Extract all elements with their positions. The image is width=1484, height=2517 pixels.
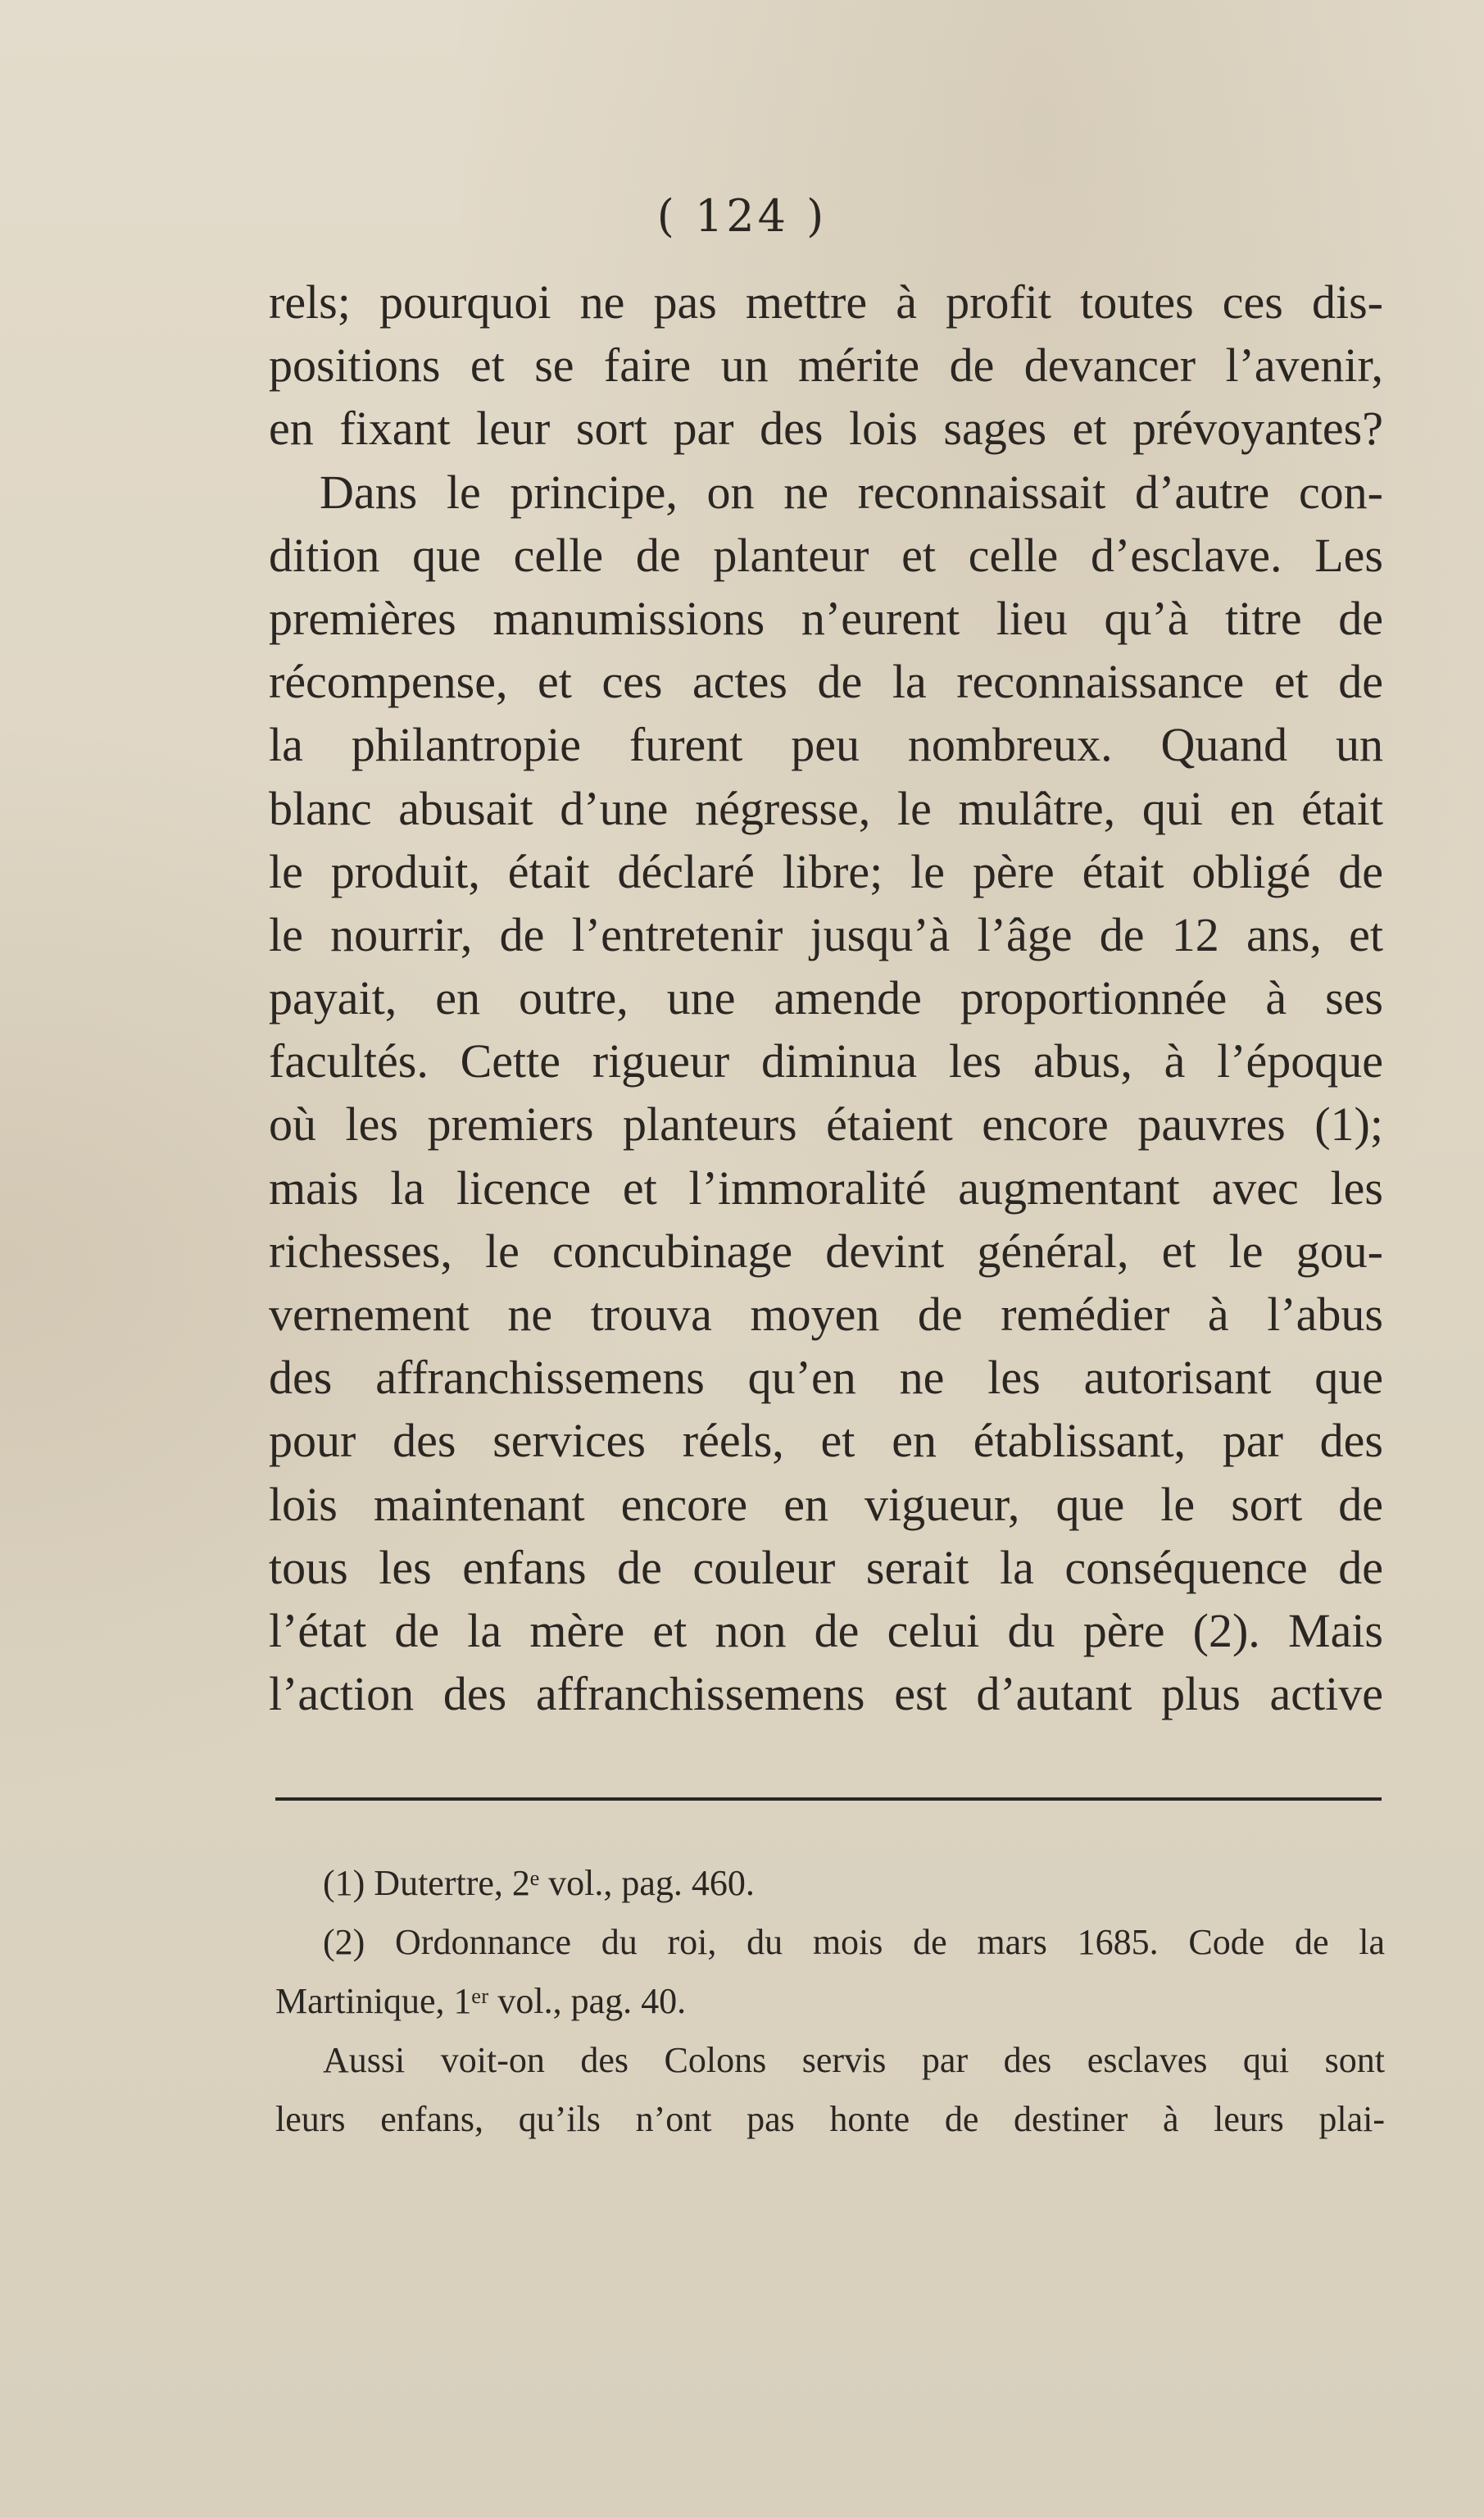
text-line: vernement ne trouva moyen de remédier à l’abus (269, 1288, 1383, 1341)
text-line: récompense, et ces actes de la reconnaissance et de (269, 655, 1383, 709)
footnote-1: (1) Dutertre, 2ᵉ vol., pag. 460. (323, 1863, 755, 1903)
text-line: en fixant leur sort par des lois sages et prévoyantes? (269, 402, 1383, 456)
footnotes (275, 1854, 1385, 2149)
footnote-separator-rule (275, 1797, 1382, 1801)
text-line: la philantropie furent peu nombreux. Quand un (269, 718, 1383, 772)
footnote-2-continued: Martinique, 1ᵉʳ vol., pag. 40. (275, 1981, 687, 2021)
text-line: l’état de la mère et non de celui du père (2). Mais (269, 1603, 1383, 1657)
text-line: blanc abusait d’une négresse, le mulâtre, qui en était (269, 781, 1383, 835)
text-line: mais la licence et l’immoralité augmentant avec les (269, 1161, 1383, 1215)
text-line: rels; pourquoi ne pas mettre à profit toutes ces dis- (269, 275, 1383, 329)
text-line: richesses, le concubinage devint général, et le gou- (269, 1224, 1383, 1278)
text-line: pour des services réels, et en établissant, par des (269, 1414, 1383, 1468)
footnote-2: (2) Ordonnance du roi, du mois de mars 1685. Code de la (323, 1922, 1385, 1962)
text-line: l’action des affranchissemens est d’autant plus active (269, 1667, 1383, 1721)
text-line: le produit, était déclaré libre; le père était obligé de (269, 844, 1383, 898)
footnote-2-note-continued: leurs enfans, qu’ils n’ont pas honte de destiner à leurs plai- (275, 2099, 1385, 2139)
main-text (269, 270, 1383, 1725)
text-line: des affranchissemens qu’en ne les autorisant que (269, 1351, 1383, 1405)
text-line: payait, en outre, une amende proportionnée à ses (269, 971, 1383, 1025)
text-line: positions et se faire un mérite de devancer l’avenir, (269, 338, 1383, 393)
text-line: tous les enfans de couleur serait la conséquence de (269, 1540, 1383, 1594)
footnote-2-note: Aussi voit-on des Colons servis par des esclaves qui sont (323, 2040, 1385, 2080)
text-line: facultés. Cette rigueur diminua les abus, à l’époque (269, 1034, 1383, 1088)
page-number: ( 124 ) (656, 190, 828, 242)
text-line: dition que celle de planteur et celle d’esclave. Les (269, 528, 1383, 582)
text-line: le nourrir, de l’entretenir jusqu’à l’âge de 12 ans, et (269, 907, 1383, 961)
text-line: premières manumissions n’eurent lieu qu’à titre de (269, 591, 1383, 645)
text-line: lois maintenant encore en vigueur, que le sort de (269, 1477, 1383, 1531)
paragraph-start-line: Dans le principe, on ne reconnaissait d’autre con- (320, 465, 1383, 519)
text-line: où les premiers planteurs étaient encore pauvres (1); (269, 1097, 1383, 1152)
